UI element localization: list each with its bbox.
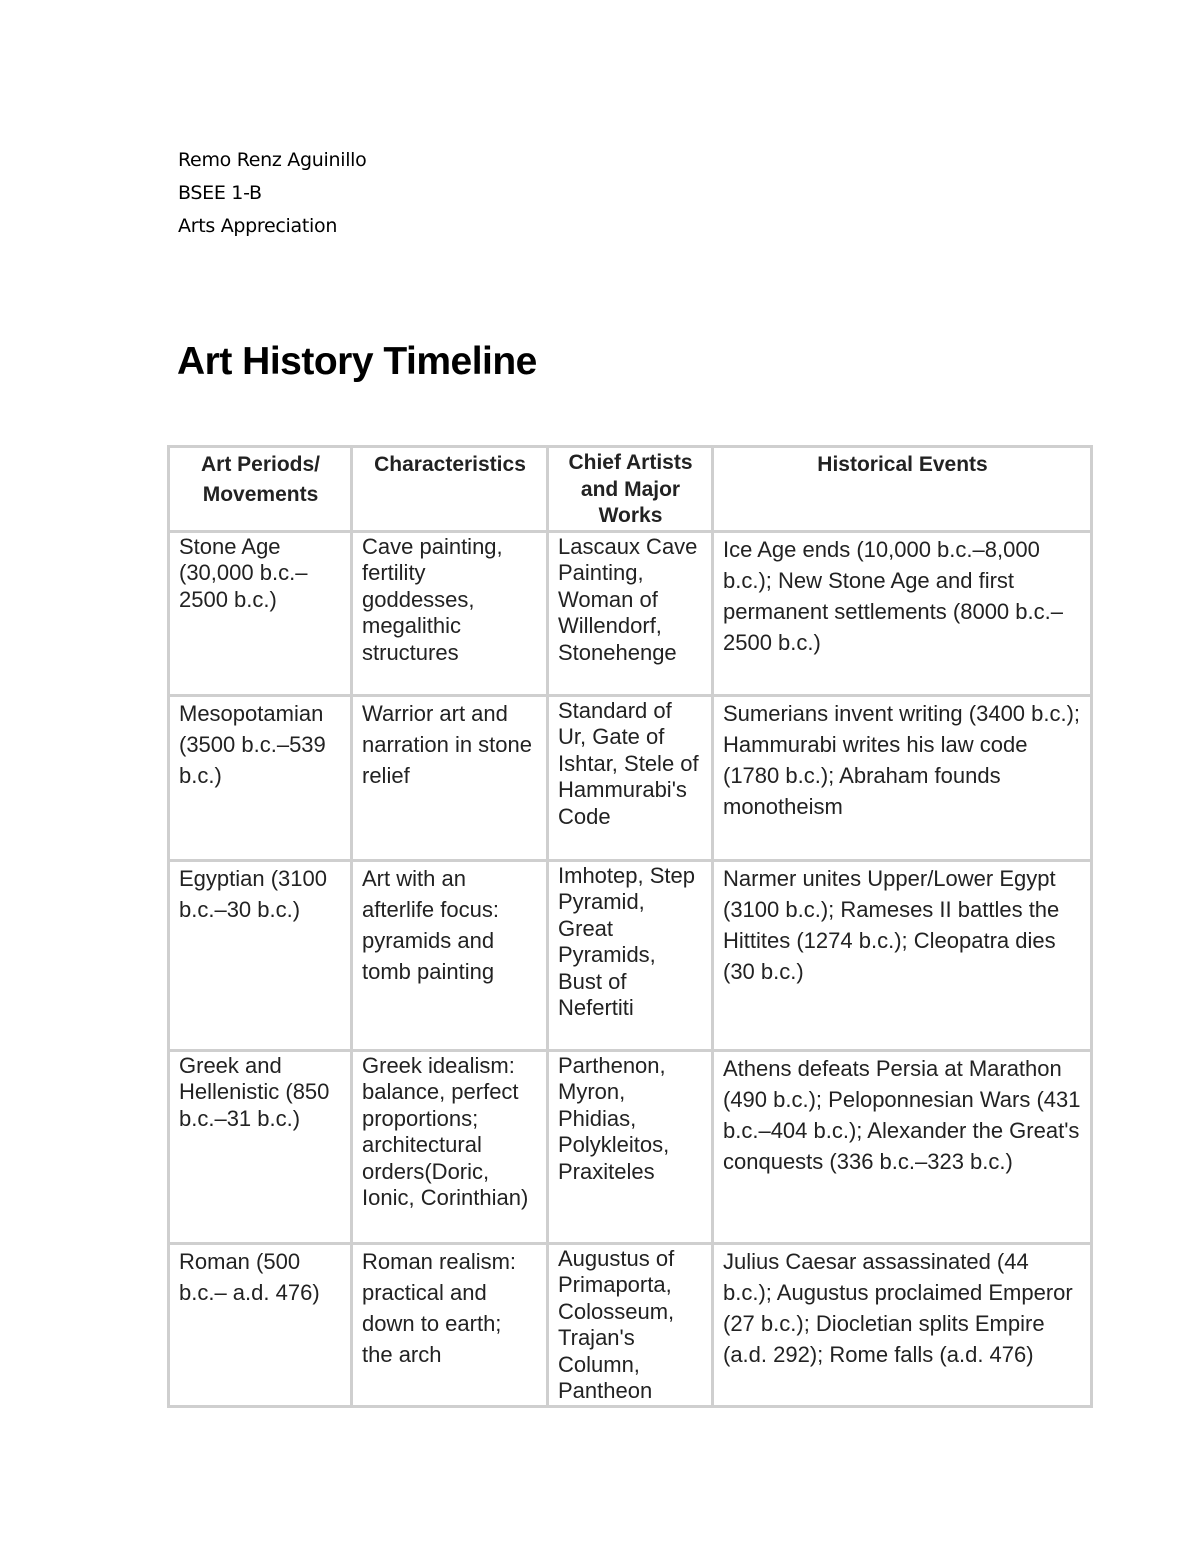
table-row — [169, 1050, 1092, 1243]
period-cell: Stone Age (30,000 b.c.–2500 b.c.) — [169, 531, 352, 695]
period-cell: Egyptian (3100 b.c.–30 b.c.) — [169, 860, 352, 1050]
period-cell: Mesopotamian (3500 b.c.–539 b.c.) — [169, 695, 352, 860]
artists-cell: Augustus of Primaporta, Colosseum, Trajan's Column, Pantheon — [548, 1243, 713, 1406]
characteristics-cell: Cave painting, fertility goddesses, megalithic structures — [352, 531, 548, 695]
characteristics-cell: Art with an afterlife focus: pyramids and tomb painting — [352, 860, 548, 1050]
characteristics-cell: Greek idealism: balance, perfect proportions; architectural orders(Doric, Ionic, Corinthian) — [352, 1050, 548, 1243]
artists-cell: Lascaux Cave Painting, Woman of Willendorf, Stonehenge — [548, 531, 713, 695]
events-cell: Athens defeats Persia at Marathon (490 b.c.); Peloponnesian Wars (431 b.c.–404 b.c.); Alexander the Great's conquests (336 b.c.–323 b.c.) — [713, 1050, 1092, 1243]
subject-name: Arts Appreciation — [178, 215, 338, 237]
artists-cell: Parthenon, Myron, Phidias, Polykleitos, Praxiteles — [548, 1050, 713, 1243]
artists-cell: Standard of Ur, Gate of Ishtar, Stele of Hammurabi's Code — [548, 695, 713, 860]
events-cell: Julius Caesar assassinated (44 b.c.); Augustus proclaimed Emperor (27 b.c.); Diocletian splits Empire (a.d. 292); Rome falls (a.d. 476) — [713, 1243, 1092, 1406]
table-header-row — [169, 447, 1092, 532]
table-row — [169, 695, 1092, 860]
period-cell: Greek and Hellenistic (850 b.c.–31 b.c.) — [169, 1050, 352, 1243]
page-title: Art History Timeline — [177, 340, 537, 383]
author-block — [178, 144, 366, 243]
column-header-characteristics: Characteristics — [352, 447, 548, 532]
table-row — [169, 531, 1092, 695]
art-history-table — [167, 445, 1093, 1408]
events-cell: Narmer unites Upper/Lower Egypt (3100 b.c.); Rameses II battles the Hittites (1274 b.c.); Cleopatra dies (30 b.c.) — [713, 860, 1092, 1050]
table-row — [169, 1243, 1092, 1406]
characteristics-cell: Roman realism: practical and down to earth; the arch — [352, 1243, 548, 1406]
period-cell: Roman (500 b.c.– a.d. 476) — [169, 1243, 352, 1406]
column-header-artists: Chief Artists and Major Works — [548, 447, 713, 532]
artists-cell: Imhotep, Step Pyramid, Great Pyramids, Bust of Nefertiti — [548, 860, 713, 1050]
author-name: Remo Renz Aguinillo — [178, 149, 367, 171]
events-cell: Sumerians invent writing (3400 b.c.); Hammurabi writes his law code (1780 b.c.); Abraham founds monotheism — [713, 695, 1092, 860]
column-header-events: Historical Events — [713, 447, 1092, 532]
column-header-period: Art Periods/ Movements — [169, 447, 352, 532]
table-row — [169, 860, 1092, 1050]
course-section: BSEE 1-B — [178, 182, 262, 204]
characteristics-cell: Warrior art and narration in stone relief — [352, 695, 548, 860]
events-cell: Ice Age ends (10,000 b.c.–8,000 b.c.); New Stone Age and first permanent settlements (8000 b.c.–2500 b.c.) — [713, 531, 1092, 695]
